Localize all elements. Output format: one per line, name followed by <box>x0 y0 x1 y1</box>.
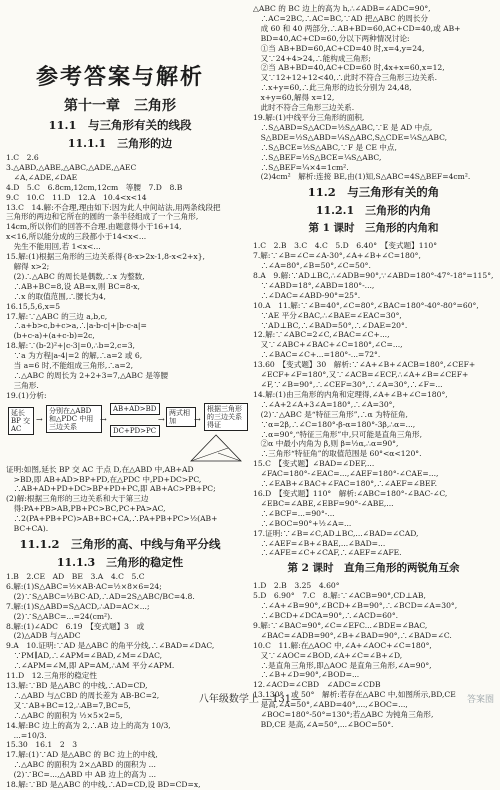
diagram-box-extend: 延长 BP 交 AC <box>8 407 34 435</box>
answer-line: ∠EBC=∠ABE,∠EBF=90°-∠ABE,... <box>253 498 394 508</box>
answer-line: ∴a+b>c,b+c>a,∴|a-b-c|+|b-c-a|= <box>6 321 147 331</box>
diagram-box-triangles: 分别在△ABD 和△PDC 中用三边关系 <box>46 405 102 433</box>
answer-line: 此时不符合三角形三边关系. <box>253 103 355 113</box>
answer-line: ∴是直角三角形,即△AOC 是直角三角形,∠A=90°, <box>253 660 432 670</box>
answer-line: x+y=60,解得 x=12, <box>253 93 335 103</box>
answer-line: 17.解:(1)∵AD 是△ABC 的 BC 边上的中线, <box>6 750 158 760</box>
answer-line: BD=40,AC+CD=60,分以下两种情况讨论: <box>253 33 410 43</box>
answer-line: 17.解:∵△ABC 的三边 a,b,c, <box>6 311 108 321</box>
answer-line: 1.C 2.6 <box>6 153 39 162</box>
answer-line: ∠BOC=180°-50°=130°;若△ABC 为钝角三角形, <box>253 710 434 720</box>
answer-line: ∴∠A=80°,∠B=50°,∠C=50°. <box>253 261 371 271</box>
answer-line: △ABC 的 BC 边上的高为 h,∴∠ADB=∠ADC=90°, <box>253 4 431 13</box>
answer-line: ∴S△BCE=½S△ABC,∵F 是 CE 中点, <box>253 142 397 152</box>
answer-line: (b+c-a)+(a+c-b)=2c, <box>6 331 95 341</box>
answer-line: ∴∠APM=∠M,即 AP=AM,∴AM 平分∠APM. <box>6 661 175 671</box>
answer-line: 8.解:(1)∠ADC 6.19 【变式题】3 或 <box>6 621 145 631</box>
answer-block-d <box>247 0 500 182</box>
answer-line: 14.解:(1)由三角形的内角和定理得,∠A+∠B+∠C=180°, <box>253 389 448 399</box>
diagram-box-conclusion: 根据三角形的三边关系得证 <box>204 403 248 431</box>
answer-line: 又∵AB+BC=12,∴AB=7,BC=5, <box>6 700 131 710</box>
answer-line: 18.解:∵(b-2)²+|c-3|=0,∴b=2,c=3, <box>6 341 135 351</box>
answer-line: ∴AB+AD+PD+DC>BP+PD+PC,即 AB+AC>PB+PC; <box>6 484 216 494</box>
answer-line: 16.15,5,6,x=5 <box>6 301 61 311</box>
answer-line: 是高,∠A=50°,∠ABD=40°,...,∠BOC=..., <box>253 700 408 710</box>
answer-line: ∴α=90°,“特征三角形”中,只可能是直角三角形, <box>253 429 423 439</box>
answer-line: 解得 x>2; <box>6 261 50 271</box>
answer-line: 13.C 14.解:不合理,理由如下:因为此人中间站法,用两条线段把 <box>6 202 221 212</box>
answer-line: BC+CA). <box>6 524 49 534</box>
answer-line: (2)∵△ABC 是“特征三角形”,∴α 为特征角, <box>253 409 408 419</box>
answer-line: 9.A 10.证明:∵AD 是△ABC 的角平分线,∴∠BAD=∠DAC, <box>6 641 215 651</box>
answer-line: (2)∵BC=...,△ABD 中 AB 边上的高为 ... <box>6 770 157 780</box>
answer-line: 又∵∠ABC+∠BAC+∠C=180°,∠C=..., <box>253 340 403 350</box>
answer-line: ②当 AB+BD=40,AC+CD=60 时,4x+x=60,x=12, <box>253 63 445 73</box>
answer-line: ∴∠AFE=∠C+∠CAF,∴∠AEF=∠AFE. <box>253 548 402 558</box>
subsection-11-2-1-heading: 11.2.1 三角形的内角 <box>315 204 432 218</box>
answer-line: 17.证明:∵∠B=∠C,AD⊥BC,...∠BAD=∠CAD, <box>253 528 419 538</box>
answer-line: ∴∠DAC=∠ABD-90°=25°. <box>253 290 361 300</box>
arrow-icon: → <box>158 414 165 424</box>
answer-line: 5.D 6.90° 7.C 8.解:∵∠ACB=90°,CD⊥AB, <box>253 591 426 601</box>
answer-line: ∴三角形“特征角”的取值范围是 60°<α<120°. <box>253 449 422 459</box>
watermark-logo: 答案圈 <box>466 695 494 705</box>
answer-block-c <box>0 572 240 790</box>
arrow-icon: → <box>100 414 107 424</box>
page-footer: 八年级数学上 —131— <box>198 694 302 705</box>
diagram-box-ineq1: AB+AD>BD <box>110 403 160 415</box>
answer-line: 15.C 【变式题】∠BAD=∠DEF,... <box>253 459 375 469</box>
answer-line: 14.解:BC 边上的高为 2,∴AB 边上的高为 10/3, <box>6 720 171 730</box>
answer-line: 14cm,所以你们的回答不合理.由题意得小于16+14, <box>6 222 182 232</box>
subsection-11-1-3-heading: 11.1.3 三角形的稳定性 <box>56 556 184 569</box>
answer-line: ∴∠A+2∠A+3∠A=180°,∴∠A=30°, <box>253 399 395 409</box>
answer-line: ∴S△BEF=½S△BCE=¼S△ABC, <box>253 152 382 162</box>
answer-line: 7.解:∵∠B=∠C=∠A-30°,∠A+∠B+∠C=180°, <box>253 251 421 261</box>
answer-line: ∴∠BCD+∠DCA=90°,∴∠ACD=60°. <box>253 611 399 621</box>
page-title: 参考答案与解析 <box>35 64 204 90</box>
answer-line: ∴x+y=60,∴此三角形的边长分别为 24,48, <box>253 83 412 93</box>
answer-line: (2)△ADB 与△ADC <box>6 631 81 641</box>
diagram-box-ineq2: DC+PD>PC <box>110 425 160 437</box>
chapter-heading: 第十一章 三角形 <box>64 98 176 114</box>
arrow-icon: → <box>36 414 43 424</box>
answer-line: ∴∠AEF=∠B+∠BAE,...∠BAD=... <box>253 538 386 548</box>
answer-block-a <box>0 153 240 401</box>
diagram-box-add: 两式相加 <box>166 407 196 427</box>
lesson-2-heading: 第 2 课时 直角三角形的两锐角互余 <box>287 562 460 575</box>
answer-line: ∴△ABC 的周长为 2+2+3=7,△ABC 是等腰 <box>6 370 169 380</box>
answer-line: ∴AC=2BC,∴AC=BC,∵AD 把△ABC 的周长分 <box>253 13 429 23</box>
answer-line: ②α 中最小内角为 β,则 β=½α,∴α=90°, <box>253 439 399 449</box>
answer-line: 证明:如图,延长 BP 交 AC 于点 D,在△ABD 中,AB+AD <box>6 464 194 474</box>
answer-line: (2)∴△ABC 的周长是偶数,∴x 为整数, <box>6 271 145 281</box>
answer-line: 19.(1)分析: <box>6 390 47 400</box>
answer-line: 7.解:(1)S△ABD=S△ACD,∴AD=AC×...; <box>6 601 150 611</box>
answer-line: ①当 AB+BD=60,AC+CD=40 时,x=4,y=24, <box>253 43 425 53</box>
answer-line: 三角形. <box>6 380 39 390</box>
answer-line: (2)4cm² 解析:连接 BE,由(1)知,S△ABC=4S△BEF=4cm². <box>253 172 471 182</box>
answer-line: >BD,即 AB+AD>BP+PD,在△PDC 中,PD+DC>PC, <box>6 474 202 484</box>
answer-line: ∴∠BAC=∠C+...=180°-...=72°. <box>253 350 381 360</box>
left-column <box>0 0 242 790</box>
answer-line: ∴AB+BC=8,设 AB=x,则 BC=8-x, <box>6 281 140 291</box>
answer-line: ∵AE 平分∠BAC,∴∠BAE=∠EAC=30°, <box>253 310 402 320</box>
answer-line: ∵PM∥AD,∴∠APM=∠BAD,∠M=∠DAC, <box>6 651 163 661</box>
answer-line: 13.130° 或 50° 解析:若存在△ABC 中,如图所示,BD,CE <box>253 690 456 700</box>
answer-line: 18.解:∵BD 是△ABC 的中线,∴AD=CD,设 BD=CD=x, <box>6 780 201 790</box>
answer-line: 13.60 【变式题】30 解析:∵∠A+∠B+∠ACB=180°,∠CEF+ <box>253 360 476 370</box>
answer-line: 9.解:∵∠BAC=90°,∠C=∠EFC...∠BDE=∠BAC, <box>253 620 428 630</box>
answer-line: ∴△ABD 与△CBD 的周长差为 AB-BC=2, <box>6 690 160 700</box>
subsection-11-1-2-heading: 11.1.2 三角形的高、中线与角平分线 <box>19 537 221 551</box>
answer-line: ∠A,∠ADE,∠DAE <box>6 172 78 182</box>
proof-analysis-diagram <box>8 403 240 463</box>
answer-line: 又∵∠AOC=∠BOD,∠A+∠C=∠B+∠D, <box>253 650 403 660</box>
answer-line: 1.B 2.CE AD BE 3.A 4.C 5.C <box>6 572 145 581</box>
answer-line: ∴S△BEF=¼×4=1cm². <box>253 162 349 172</box>
answer-line: ∵∠ABD=18°,∠ABD=180°-..., <box>253 280 375 290</box>
answer-line: 12.解:∵∠ABC=2∠C,∠BAC=∠C+..., <box>253 330 390 340</box>
answer-line: ∴∠B+∠D=90°,∠BOD=... <box>253 670 360 680</box>
answer-line: ∴∠BCF=...=90°-... <box>253 508 335 518</box>
subsection-11-1-1-heading: 11.1.1 三角形的边 <box>67 137 173 150</box>
answer-line: 8.A 9.解:∵AD⊥BC,∴∠ADB=90°,∵∠ABD=180°-47°-18°=115°, <box>253 271 494 281</box>
answer-line: ∴S△ABD=S△ACD=½S△ABC,∵E 是 AD 中点, <box>253 122 433 132</box>
answer-line: 10.C 11.解:在△AOC 中,∠A+∠AOC+∠C=180°, <box>253 640 432 650</box>
answer-line: ∵a 为方程|a-4|=2 的解,∴a=2 或 6, <box>6 351 143 361</box>
answer-line: ∴2(PA+PB+PC)>AB+BC+CA,∴PA+PB+PC>½(AB+ <box>6 514 218 524</box>
answer-line: (2)∵S△ABC=...=24(cm²). <box>6 611 113 621</box>
answer-block-b <box>0 465 240 534</box>
answer-line: 6.解:(1)S△ABC=½×AB·AC=½×8×6=24; <box>6 581 162 591</box>
answer-line: 1.C 2.B 3.C 4.C 5.D 6.40° 【变式题】110° <box>253 241 438 251</box>
answer-line: 成 60 和 40 两部分,∴AB+BD=60,AC+CD=40,或 AB+ <box>253 23 461 33</box>
answer-line: (2)解:根据三角形的三边关系和大于第三边 <box>6 494 149 504</box>
answer-line: 当 a=6 时,不能组成三角形,∴a=2, <box>6 361 134 371</box>
answer-line: 12.∠ACD=∠CBD ∠ADC=∠CDB <box>253 680 381 690</box>
answer-line: ...=10/3. <box>6 730 47 740</box>
answer-line: 15.30 16.1 2 3 <box>6 740 78 750</box>
answer-line: 4.D 5.C 6.8cm,12cm,12cm 等腰 7.D 8.B <box>6 182 183 192</box>
answer-line: 11.D 12.三角形的稳定性 <box>6 671 97 681</box>
answer-line: 先生不能用回,若 1<x<... <box>6 242 101 252</box>
lesson-1-heading: 第 1 课时 三角形的内角和 <box>308 222 439 235</box>
answer-line: ∵AD⊥BC,∴∠BAD=50°,∴∠DAE=20°. <box>253 320 408 330</box>
answer-line: 13.解:∵BD 是△ABC 的中线,∴AD=CD, <box>6 680 148 690</box>
answer-line: 9.C 10.C 11.D 12.A 10.4<x<14 <box>6 192 147 202</box>
section-11-1-heading: 11.1 与三角形有关的线段 <box>48 118 192 132</box>
answer-line: BD,CE 是高,∠A=50°,...∠BOC=50°. <box>253 720 394 729</box>
arrow-icon: → <box>194 414 201 424</box>
answer-line: ∴△ABC 的面积为 2×△ABD 的面积为 ... <box>6 760 156 770</box>
answer-line: 3.△ABD,△ABE,△ABC,△ADE,△AEC <box>6 162 137 172</box>
answer-line: 又∵24+4>24,∴能构成三角形; <box>253 53 371 63</box>
answer-line: S△BDE=½S△ABD=¼S△ABC,S△CDE=¼S△ABC, <box>253 132 448 142</box>
answer-line: ∴△ABC 的面积为 ½×5×2=5, <box>6 710 123 720</box>
answer-line: ∴∠EAB+∠BAC+∠FAC=180°,∴∠AEF=∠BEF. <box>253 479 438 489</box>
answer-line: 10.A 11.解:∵∠B=40°,∠C=80°,∠BAC=180°-40°-80°=60°, <box>253 300 479 310</box>
answer-line: 15.解:(1)根据三角形的三边关系得{8-x>2x-1,8-x<2+x}, <box>6 252 205 262</box>
answer-line: ∴∠A+∠B=90°,∠BCD+∠B=90°,∴∠BCD=∠A=30°, <box>253 601 458 611</box>
answer-line: ∠ECF+∠F=180°,又∵∠ACB=∠ECF,∴∠A+∠B=∠CEF+ <box>253 370 469 380</box>
answer-line: (2)∵S△ABC=½BC·AD,∴AD=2S△ABC/BC=4.8. <box>6 591 195 601</box>
answer-line: 又∵12+12+12<40,∴此时不符合三角形三边关系. <box>253 73 438 83</box>
answer-line: 三角形的两边和它所在的圆的一条半径组成了一个三角形, <box>6 212 199 222</box>
answer-line: 16.D 【变式题】110° 解析:∠ABC=180°-∠BAC-∠C, <box>253 488 448 498</box>
answer-block-f <box>247 577 500 730</box>
answer-line: ∠F,∵∠B=90°,∴∠CEF=30°,∴∠A=30°,∴∠F=... <box>253 380 443 389</box>
answer-line: ∠BAC=∠ADB=90°,∠B+∠BAD=90°,∴∠BAD=∠C. <box>253 630 452 640</box>
answer-block-e <box>247 237 500 558</box>
answer-line: ∴x 的取值范围,∴腰长为4, <box>6 291 106 301</box>
answer-line: 1.D 2.B 3.25 4.60° <box>253 581 340 591</box>
answer-line: 得:PA+PB>AB,PB+PC>BC,PC+PA>AC, <box>6 504 166 514</box>
answer-line: 19.解:(1)中线平分三角形的面积, <box>253 112 365 122</box>
answer-line: ∴∠BOC=90°+½∠A=... <box>253 518 352 528</box>
answer-line: ∵α=2β,∴∠C=180°-β-α=180°-3β,∴α=..., <box>253 419 416 429</box>
section-11-2-heading: 11.2 与三角形有关的角 <box>307 185 440 200</box>
triangle-figure <box>188 433 244 463</box>
answer-line: ∠FAC=180°-∠EAC=...,∠AEF=180°-∠CAE=..., <box>253 469 439 479</box>
answer-line: x<16,所以能分成的三段都小于14<x<... <box>6 232 147 242</box>
